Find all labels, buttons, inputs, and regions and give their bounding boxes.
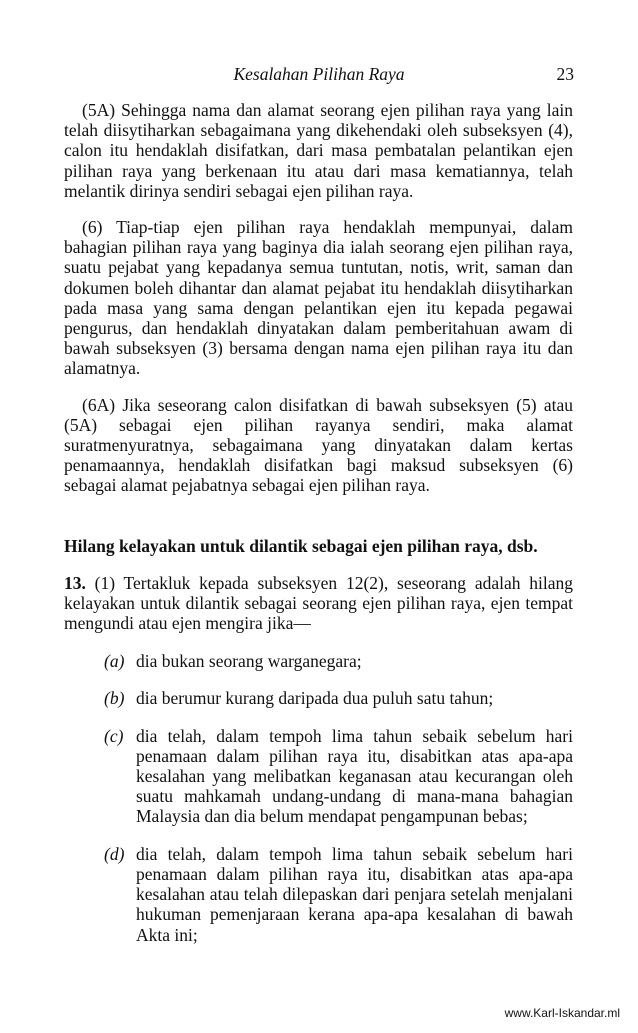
page-header bbox=[0, 64, 638, 88]
page-body bbox=[64, 100, 573, 962]
footer-url: www.Karl-Iskandar.ml bbox=[504, 1006, 620, 1020]
list-item bbox=[64, 688, 573, 708]
list-item bbox=[64, 726, 573, 827]
paragraph-6-number: (6) bbox=[82, 217, 103, 238]
section-13-number: 13. bbox=[64, 572, 86, 593]
list-item bbox=[64, 651, 573, 671]
paragraph-6 bbox=[64, 217, 573, 379]
paragraph-5a-text: Sehingga nama dan alamat seorang ejen pilihan raya yang lain telah diisytiharkan sebagaimana yang dikehendaki oleh subseksyen (4), calon itu hendaklah disifatkan, dari masa pembatalan pelantikan ejen pilihan raya yang berkenaan itu atau dari masa kematiannya, telah melantik dirinya sendiri sebagai ejen pilihan raya. bbox=[64, 100, 573, 201]
list-item-text: dia telah, dalam tempoh lima tahun sebaik sebelum hari penamaan dalam pilihan raya itu, disabitkan atas apa-apa kesalahan yang melibatkan keganasan atau kecurangan oleh suatu mahkamah undang-undang di mana-mana bahagian Malaysia dan dia belum mendapat pengampunan bebas; bbox=[136, 725, 573, 827]
running-title: Kesalahan Pilihan Raya bbox=[233, 64, 405, 84]
paragraph-5a bbox=[64, 100, 573, 201]
list-item-text: dia telah, dalam tempoh lima tahun sebaik sebelum hari penamaan dalam pilihan raya itu, disabitkan atas apa-apa kesalahan atau telah dilepaskan dari penjara setelah menjalani hukuman pemenjaraan kerana apa-apa kesalahan di bawah Akta ini; bbox=[136, 843, 573, 945]
paragraph-5a-number: (5A) bbox=[82, 100, 116, 120]
section-13-list bbox=[64, 651, 573, 944]
list-item-label: (d) bbox=[104, 843, 125, 864]
list-item-label: (b) bbox=[104, 688, 125, 709]
list-item-label: (c) bbox=[104, 725, 124, 746]
list-item-label: (a) bbox=[104, 651, 125, 672]
list-item bbox=[64, 844, 573, 945]
section-13-intro bbox=[64, 573, 573, 634]
paragraph-6-text: Tiap-tiap ejen pilihan raya hendaklah mempunyai, dalam bahagian pilihan raya yang baginya dia ialah seorang ejen pilihan raya, suatu pejabat yang kepadanya semua tuntutan, notis, writ, saman dan dokumen boleh dihantar dan alamat pejabat itu hendaklah diisytiharkan pada masa yang sama dengan pelantikan ejen itu kepada pegawai pengurus, dan hendaklah dinyatakan dalam pemberitahuan awam di bawah subseksyen (3) bersama dengan nama ejen pilihan raya itu dan alamatnya. bbox=[64, 217, 573, 379]
paragraph-6a bbox=[64, 395, 573, 496]
paragraph-6a-number: (6A) bbox=[82, 394, 116, 415]
section-13-text: (1) Tertakluk kepada subseksyen 12(2), seseorang adalah hilang kelayakan untuk dilantik sebagai seorang ejen pilihan raya, ejen tempat mengundi atau ejen mengira jika— bbox=[64, 572, 574, 634]
paragraph-6a-text: Jika seseorang calon disifatkan di bawah subseksyen (5) atau (5A) sebagai ejen pilihan rayanya sendiri, maka alamat suratmenyuratnya, sebagaimana yang dinyatakan dalam kertas penamaannya, hendaklah disifatkan bagi maksud subseksyen (6) sebagai alamat pejabatnya sebagai ejen pilihan raya. bbox=[64, 394, 574, 496]
list-item-text: dia bukan seorang warganegara; bbox=[136, 651, 362, 672]
page-number: 23 bbox=[556, 64, 574, 84]
list-item-text: dia berumur kurang daripada dua puluh satu tahun; bbox=[136, 688, 494, 709]
section-heading: Hilang kelayakan untuk dilantik sebagai ejen pilihan raya, dsb. bbox=[64, 535, 538, 556]
